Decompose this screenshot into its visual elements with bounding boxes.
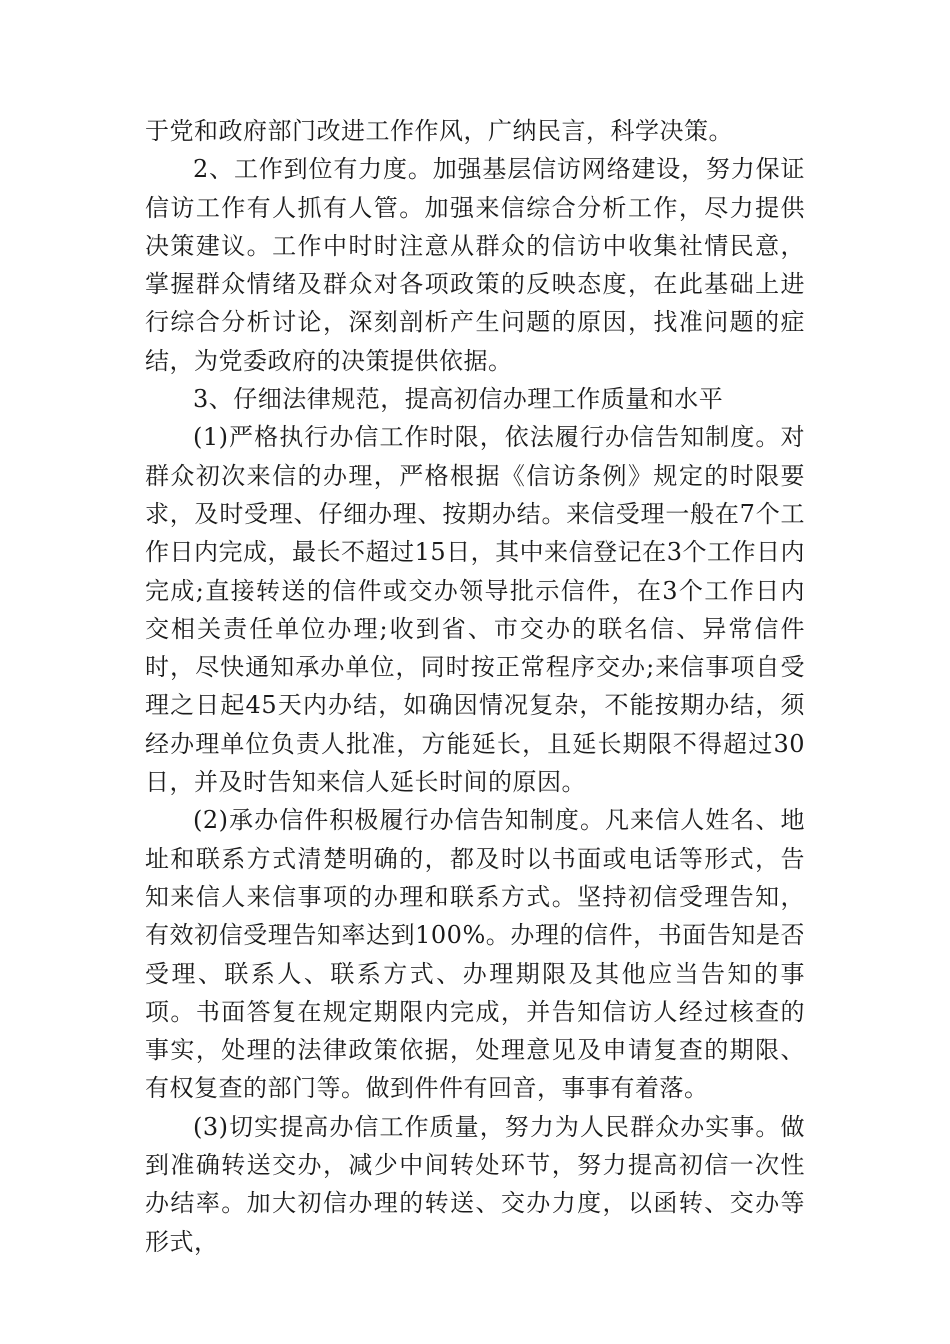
paragraph-sub-2: (2)承办信件积极履行办信告知制度。凡来信人姓名、地址和联系方式清楚明确的，都及时以书面或电话等形式，告知来信人来信事项的办理和联系方式。坚持初信受理告知，有效初信受理告知率达到100%。办理的信件，书面告知是否受理、联系人、联系方式、办理期限及其他应当告知的事项。书面答复在规定期限内完成，并告知信访人经过核查的事实，处理的法律政策依据，处理意见及申请复查的期限、有权复查的部门等。做到件件有回音，事事有着落。 [145,806,805,1103]
document-body [145,112,805,1261]
paragraph-continuation: 于党和政府部门改进工作作风，广纳民言，科学决策。 [145,117,733,145]
paragraph-item-2: 2、工作到位有力度。加强基层信访网络建设，努力保证信访工作有人抓有人管。加强来信综合分析工作，尽力提供决策建议。工作中时时注意从群众的信访中收集社情民意，掌握群众情绪及群众对各项政策的反映态度，在此基础上进行综合分析讨论，深刻剖析产生问题的原因，找准问题的症结，为党委政府的决策提供依据。 [145,155,805,375]
paragraph-heading-3: 3、仔细法律规范，提高初信办理工作质量和水平 [193,385,724,414]
paragraph-sub-3: (3)切实提高办信工作质量，努力为人民群众办实事。做到准确转送交办，减少中间转处环节，努力提高初信一次性办结率。加大初信办理的转送、交办力度，以函转、交办等形式， [145,1112,805,1256]
paragraph-sub-1: (1)严格执行办信工作时限，依法履行办信告知制度。对群众初次来信的办理，严格根据《信访条例》规定的时限要求，及时受理、仔细办理、按期办结。来信受理一般在7个工作日内完成，最长不超过15日，其中来信登记在3个工作日内完成;直接转送的信件或交办领导批示信件，在3个工作日内交相关责任单位办理;收到省、市交办的联名信、异常信件时，尽快通知承办单位，同时按正常程序交办;来信事项自受理之日起45天内办结，如确因情况复杂，不能按期办结，须经办理单位负责人批准，方能延长，且延长期限不得超过30日，并及时告知来信人延长时间的原因。 [145,423,805,797]
